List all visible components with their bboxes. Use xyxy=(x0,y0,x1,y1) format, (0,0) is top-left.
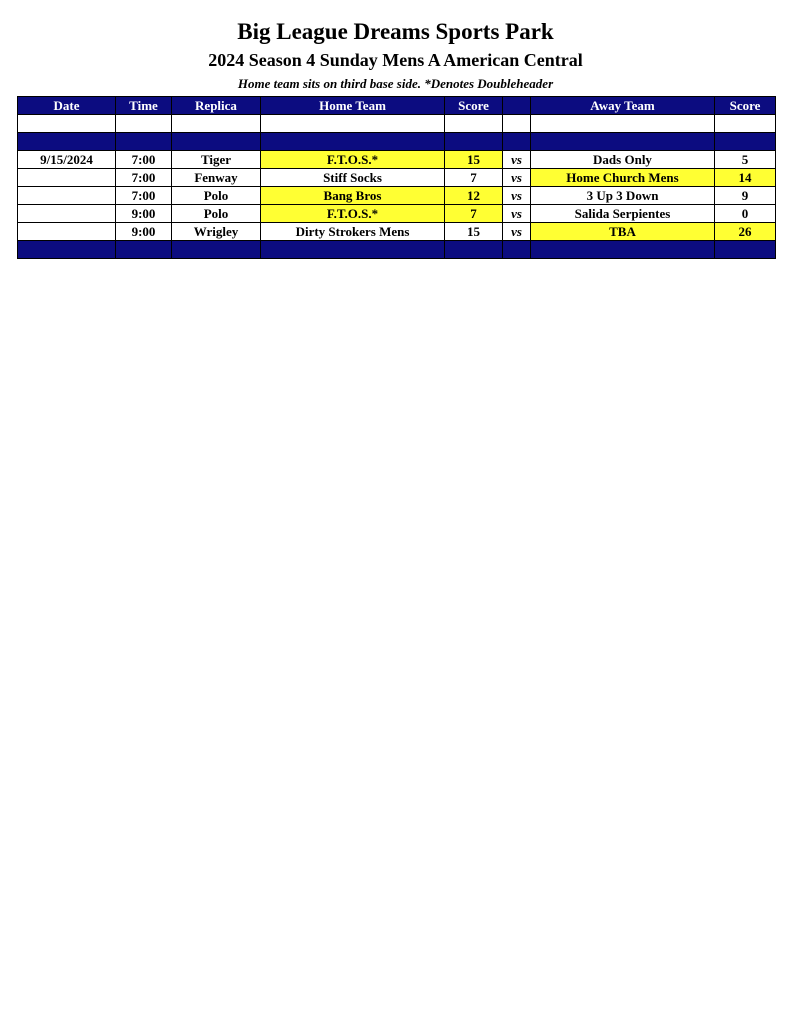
page-subtitle: 2024 Season 4 Sunday Mens A American Central xyxy=(208,50,583,70)
column-header-home-team: Home Team xyxy=(261,97,445,115)
column-header-date: Date xyxy=(18,97,116,115)
cell-away-team: TBA xyxy=(531,223,715,241)
cell-home-team: Stiff Socks xyxy=(261,169,445,187)
cell-time: 7:00 xyxy=(116,169,172,187)
game-row xyxy=(18,223,776,241)
column-header-home-score: Score xyxy=(445,97,503,115)
cell-time: 9:00 xyxy=(116,205,172,223)
header-row xyxy=(18,97,776,115)
cell-vs: vs xyxy=(503,187,531,205)
page-note: Home team sits on third base side. *Denotes Doubleheader xyxy=(237,76,554,91)
column-header-replica: Replica xyxy=(172,97,261,115)
cell-vs: vs xyxy=(503,205,531,223)
cell-away-team: Salida Serpientes xyxy=(531,205,715,223)
separator-band xyxy=(18,133,776,151)
cell-away-score: 26 xyxy=(715,223,776,241)
cell-home-score: 15 xyxy=(445,223,503,241)
cell-date xyxy=(18,187,116,205)
column-header-away-score: Score xyxy=(715,97,776,115)
cell-date xyxy=(18,205,116,223)
page-title: Big League Dreams Sports Park xyxy=(237,19,554,44)
column-header-time: Time xyxy=(116,97,172,115)
cell-date xyxy=(18,223,116,241)
footer-band xyxy=(18,241,776,259)
cell-vs: vs xyxy=(503,151,531,169)
cell-away-team: Dads Only xyxy=(531,151,715,169)
cell-time: 7:00 xyxy=(116,187,172,205)
cell-date: 9/15/2024 xyxy=(18,151,116,169)
cell-vs: vs xyxy=(503,169,531,187)
cell-home-team: Bang Bros xyxy=(261,187,445,205)
cell-home-team: F.T.O.S.* xyxy=(261,151,445,169)
cell-replica: Tiger xyxy=(172,151,261,169)
cell-away-team: Home Church Mens xyxy=(531,169,715,187)
cell-home-score: 7 xyxy=(445,205,503,223)
cell-home-score: 15 xyxy=(445,151,503,169)
cell-home-score: 7 xyxy=(445,169,503,187)
cell-time: 9:00 xyxy=(116,223,172,241)
cell-home-score: 12 xyxy=(445,187,503,205)
cell-away-team: 3 Up 3 Down xyxy=(531,187,715,205)
cell-date xyxy=(18,169,116,187)
cell-away-score: 0 xyxy=(715,205,776,223)
cell-away-score: 9 xyxy=(715,187,776,205)
game-row xyxy=(18,169,776,187)
cell-replica: Wrigley xyxy=(172,223,261,241)
cell-home-team: F.T.O.S.* xyxy=(261,205,445,223)
cell-replica: Fenway xyxy=(172,169,261,187)
cell-away-score: 14 xyxy=(715,169,776,187)
cell-replica: Polo xyxy=(172,187,261,205)
cell-vs: vs xyxy=(503,223,531,241)
game-row xyxy=(18,151,776,169)
column-header-vs xyxy=(503,97,531,115)
cell-home-team: Dirty Strokers Mens xyxy=(261,223,445,241)
game-row xyxy=(18,187,776,205)
cell-replica: Polo xyxy=(172,205,261,223)
blank-row xyxy=(18,115,776,133)
column-header-away-team: Away Team xyxy=(531,97,715,115)
schedule-table xyxy=(17,96,776,259)
game-row xyxy=(18,205,776,223)
cell-away-score: 5 xyxy=(715,151,776,169)
cell-time: 7:00 xyxy=(116,151,172,169)
